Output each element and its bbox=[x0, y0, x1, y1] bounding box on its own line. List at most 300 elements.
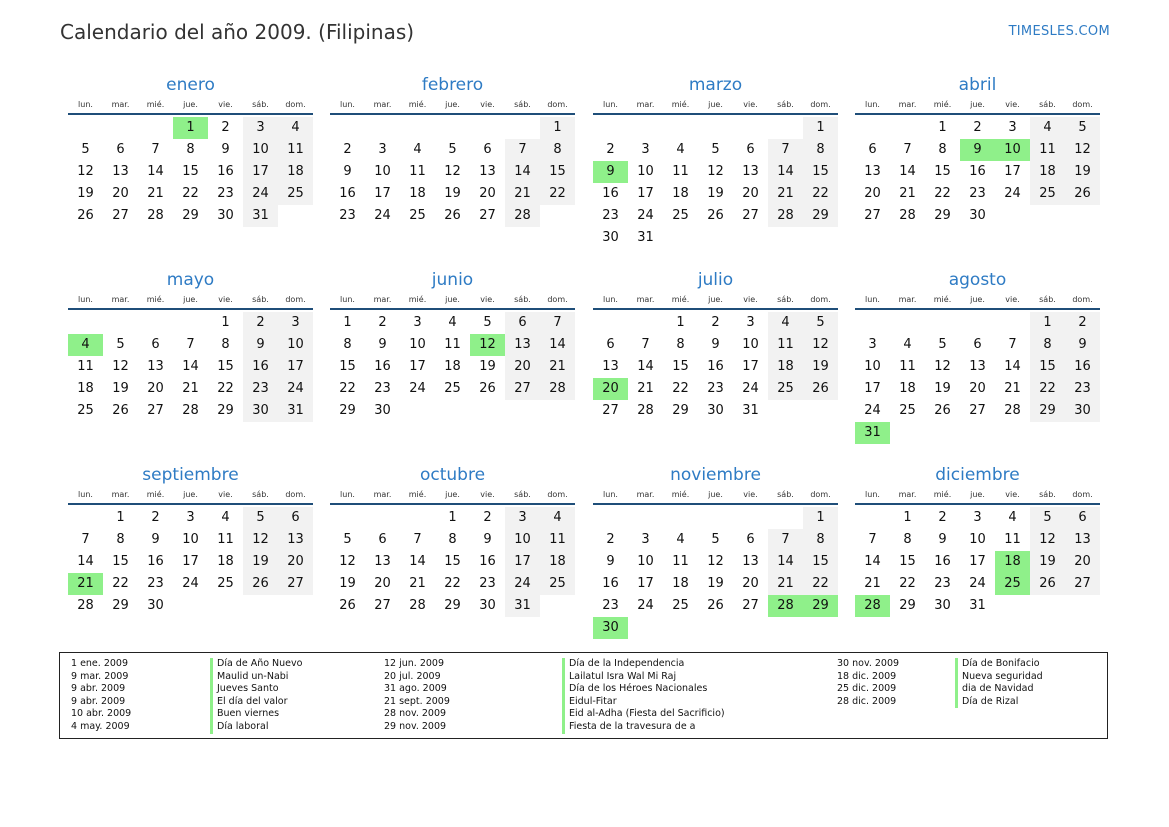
day-cell: 26 bbox=[707, 208, 724, 223]
day-cell: 20 bbox=[969, 381, 986, 396]
day-cell: 13 bbox=[742, 554, 759, 569]
day-cell: 2 bbox=[1065, 312, 1100, 334]
day-cell: 23 bbox=[479, 576, 496, 591]
holiday-day-cell: 18 bbox=[995, 551, 1030, 573]
day-cell: 30 bbox=[707, 403, 724, 418]
month-name: diciembre bbox=[935, 465, 1020, 485]
day-cell: 19 bbox=[707, 186, 724, 201]
day-cell: 5 bbox=[938, 337, 947, 352]
day-cell: 16 bbox=[602, 576, 619, 591]
day-cell: 3 bbox=[868, 337, 877, 352]
day-cell: 1 bbox=[343, 315, 352, 330]
day-cell: 24 bbox=[864, 403, 881, 418]
day-cell: 15 bbox=[803, 161, 838, 183]
weekday-label: lun. bbox=[78, 100, 93, 109]
weekday-label: vie. bbox=[1005, 295, 1020, 304]
holiday-names-column bbox=[562, 658, 725, 734]
day-cell: 4 bbox=[676, 532, 685, 547]
weekday-label: mar. bbox=[111, 490, 130, 499]
holiday-date: 29 nov. 2009 bbox=[384, 720, 447, 732]
day-cell: 4 bbox=[278, 117, 313, 139]
weekday-label: mié. bbox=[408, 100, 427, 109]
day-cell: 3 bbox=[378, 142, 387, 157]
day-cell: 27 bbox=[479, 208, 496, 223]
day-cell: 5 bbox=[81, 142, 90, 157]
month-febrero bbox=[330, 75, 575, 227]
day-cell: 28 bbox=[637, 403, 654, 418]
day-grid bbox=[68, 312, 313, 422]
day-cell: 30 bbox=[217, 208, 234, 223]
day-cell: 16 bbox=[602, 186, 619, 201]
holiday-name: Día de Bonifacio bbox=[955, 658, 1043, 671]
day-cell: 14 bbox=[768, 161, 803, 183]
day-cell: 19 bbox=[112, 381, 129, 396]
day-cell: 3 bbox=[243, 117, 278, 139]
weekday-label: vie. bbox=[218, 100, 233, 109]
day-cell: 29 bbox=[1030, 400, 1065, 422]
empty-cell bbox=[470, 117, 505, 139]
day-cell: 5 bbox=[483, 315, 492, 330]
month-mayo bbox=[68, 270, 313, 422]
day-cell: 15 bbox=[1030, 356, 1065, 378]
day-grid bbox=[855, 117, 1100, 227]
weekday-label: lun. bbox=[865, 100, 880, 109]
day-cell: 7 bbox=[641, 337, 650, 352]
weekday-label: jue. bbox=[445, 100, 460, 109]
weekday-label: jue. bbox=[183, 100, 198, 109]
day-cell: 6 bbox=[483, 142, 492, 157]
day-cell: 3 bbox=[278, 312, 313, 334]
day-cell: 28 bbox=[540, 378, 575, 400]
weekday-label: mié. bbox=[933, 490, 952, 499]
month-junio bbox=[330, 270, 575, 422]
day-cell: 30 bbox=[479, 598, 496, 613]
weekday-label: dom. bbox=[547, 100, 568, 109]
day-grid bbox=[593, 507, 838, 639]
empty-cell bbox=[855, 117, 890, 139]
day-cell: 18 bbox=[278, 161, 313, 183]
day-cell: 3 bbox=[641, 142, 650, 157]
day-cell: 21 bbox=[768, 573, 803, 595]
weekday-label: mar. bbox=[636, 295, 655, 304]
day-cell: 10 bbox=[637, 164, 654, 179]
day-cell: 25 bbox=[278, 183, 313, 205]
holiday-dates-column bbox=[71, 658, 131, 734]
day-cell: 17 bbox=[864, 381, 881, 396]
day-cell: 3 bbox=[641, 532, 650, 547]
holiday-day-cell: 29 bbox=[803, 595, 838, 617]
month-name: agosto bbox=[948, 270, 1007, 290]
day-cell: 29 bbox=[934, 208, 951, 223]
day-cell: 18 bbox=[672, 186, 689, 201]
day-cell: 15 bbox=[182, 164, 199, 179]
empty-cell bbox=[173, 312, 208, 334]
weekday-label: sáb. bbox=[1039, 490, 1056, 499]
weekday-label: lun. bbox=[865, 295, 880, 304]
weekday-label: vie. bbox=[218, 490, 233, 499]
day-cell: 9 bbox=[483, 532, 492, 547]
day-cell: 7 bbox=[768, 139, 803, 161]
day-grid bbox=[68, 117, 313, 227]
day-cell: 1 bbox=[903, 510, 912, 525]
holiday-name: Día de los Héroes Nacionales bbox=[562, 683, 725, 696]
weekday-label: jue. bbox=[183, 295, 198, 304]
empty-cell bbox=[365, 117, 400, 139]
day-cell: 17 bbox=[409, 359, 426, 374]
day-cell: 6 bbox=[868, 142, 877, 157]
day-cell: 6 bbox=[606, 337, 615, 352]
weekday-label: sáb. bbox=[1039, 295, 1056, 304]
day-cell: 29 bbox=[444, 598, 461, 613]
empty-cell bbox=[698, 117, 733, 139]
day-grid bbox=[855, 507, 1100, 617]
day-cell: 15 bbox=[899, 554, 916, 569]
weekday-label: dom. bbox=[285, 100, 306, 109]
day-cell: 13 bbox=[1065, 529, 1100, 551]
day-cell: 6 bbox=[151, 337, 160, 352]
holiday-name: Jueves Santo bbox=[210, 683, 302, 696]
day-cell: 27 bbox=[864, 208, 881, 223]
day-cell: 22 bbox=[339, 381, 356, 396]
weekday-label: lun. bbox=[340, 100, 355, 109]
holiday-name: Maulid un-Nabi bbox=[210, 671, 302, 684]
weekday-label: lun. bbox=[78, 295, 93, 304]
weekday-header bbox=[68, 97, 313, 115]
weekday-label: mié. bbox=[933, 100, 952, 109]
holiday-name: El día del valor bbox=[210, 696, 302, 709]
day-cell: 28 bbox=[899, 208, 916, 223]
day-cell: 30 bbox=[147, 598, 164, 613]
holiday-date: 28 nov. 2009 bbox=[384, 708, 447, 720]
day-cell: 15 bbox=[339, 359, 356, 374]
holiday-name: Día laboral bbox=[210, 721, 302, 734]
day-cell: 4 bbox=[540, 507, 575, 529]
day-cell: 19 bbox=[707, 576, 724, 591]
day-cell: 24 bbox=[409, 381, 426, 396]
day-cell: 6 bbox=[1065, 507, 1100, 529]
weekday-label: mar. bbox=[373, 490, 392, 499]
day-cell: 13 bbox=[278, 529, 313, 551]
day-cell: 22 bbox=[934, 186, 951, 201]
day-cell: 8 bbox=[221, 337, 230, 352]
day-cell: 17 bbox=[374, 186, 391, 201]
weekday-label: mié. bbox=[146, 295, 165, 304]
weekday-header bbox=[855, 487, 1100, 505]
day-cell: 4 bbox=[413, 142, 422, 157]
empty-cell bbox=[960, 312, 995, 334]
day-cell: 22 bbox=[112, 576, 129, 591]
day-cell: 9 bbox=[378, 337, 387, 352]
weekday-label: lun. bbox=[340, 295, 355, 304]
day-cell: 15 bbox=[112, 554, 129, 569]
day-cell: 1 bbox=[803, 117, 838, 139]
day-cell: 26 bbox=[339, 598, 356, 613]
day-cell: 12 bbox=[707, 164, 724, 179]
month-abril bbox=[855, 75, 1100, 227]
day-cell: 26 bbox=[934, 403, 951, 418]
holiday-dates-column bbox=[837, 658, 899, 708]
holiday-name: dia de Navidad bbox=[955, 683, 1043, 696]
day-cell: 8 bbox=[540, 139, 575, 161]
day-cell: 19 bbox=[243, 551, 278, 573]
day-cell: 7 bbox=[81, 532, 90, 547]
day-cell: 7 bbox=[1008, 337, 1017, 352]
month-name: marzo bbox=[688, 75, 743, 95]
day-cell: 24 bbox=[243, 183, 278, 205]
day-cell: 9 bbox=[606, 554, 615, 569]
day-cell: 10 bbox=[637, 554, 654, 569]
holiday-date: 21 sept. 2009 bbox=[384, 695, 450, 707]
day-cell: 11 bbox=[217, 532, 234, 547]
weekday-label: lun. bbox=[603, 490, 618, 499]
day-cell: 30 bbox=[969, 208, 986, 223]
day-cell: 28 bbox=[182, 403, 199, 418]
holiday-name: Eidul-Fitar bbox=[562, 696, 725, 709]
day-cell: 8 bbox=[1030, 334, 1065, 356]
day-cell: 25 bbox=[672, 598, 689, 613]
day-cell: 7 bbox=[540, 312, 575, 334]
empty-cell bbox=[855, 312, 890, 334]
holiday-names-column bbox=[955, 658, 1043, 708]
day-cell: 22 bbox=[182, 186, 199, 201]
weekday-label: vie. bbox=[480, 490, 495, 499]
day-cell: 27 bbox=[505, 378, 540, 400]
weekday-label: dom. bbox=[1072, 295, 1093, 304]
holiday-date: 30 nov. 2009 bbox=[837, 658, 900, 669]
weekday-label: vie. bbox=[480, 100, 495, 109]
day-cell: 2 bbox=[606, 532, 615, 547]
empty-cell bbox=[995, 312, 1030, 334]
weekday-label: sáb. bbox=[514, 100, 531, 109]
day-cell: 16 bbox=[339, 186, 356, 201]
day-cell: 24 bbox=[742, 381, 759, 396]
day-cell: 21 bbox=[637, 381, 654, 396]
day-cell: 14 bbox=[1004, 359, 1021, 374]
weekday-label: vie. bbox=[1005, 100, 1020, 109]
weekday-header bbox=[330, 97, 575, 115]
month-name: julio bbox=[697, 270, 734, 290]
day-cell: 10 bbox=[243, 139, 278, 161]
day-cell: 28 bbox=[768, 205, 803, 227]
day-cell: 19 bbox=[479, 359, 496, 374]
weekday-label: mié. bbox=[933, 295, 952, 304]
day-cell: 16 bbox=[969, 164, 986, 179]
day-cell: 29 bbox=[803, 205, 838, 227]
day-cell: 19 bbox=[444, 186, 461, 201]
day-cell: 6 bbox=[116, 142, 125, 157]
holiday-name: Nueva seguridad bbox=[955, 671, 1043, 684]
day-cell: 6 bbox=[746, 142, 755, 157]
day-cell: 31 bbox=[969, 598, 986, 613]
day-cell: 22 bbox=[803, 183, 838, 205]
day-cell: 9 bbox=[221, 142, 230, 157]
day-cell: 9 bbox=[711, 337, 720, 352]
day-cell: 8 bbox=[803, 529, 838, 551]
day-cell: 27 bbox=[147, 403, 164, 418]
weekday-header bbox=[593, 97, 838, 115]
day-cell: 10 bbox=[182, 532, 199, 547]
day-cell: 11 bbox=[899, 359, 916, 374]
day-cell: 21 bbox=[409, 576, 426, 591]
weekday-label: mié. bbox=[671, 490, 690, 499]
day-cell: 5 bbox=[1030, 507, 1065, 529]
day-cell: 7 bbox=[151, 142, 160, 157]
day-cell: 26 bbox=[707, 598, 724, 613]
holiday-name: Buen viernes bbox=[210, 708, 302, 721]
day-cell: 1 bbox=[540, 117, 575, 139]
holiday-name: Día de Año Nuevo bbox=[210, 658, 302, 671]
day-cell: 8 bbox=[676, 337, 685, 352]
weekday-label: lun. bbox=[340, 490, 355, 499]
day-cell: 27 bbox=[602, 403, 619, 418]
day-cell: 10 bbox=[409, 337, 426, 352]
day-cell: 15 bbox=[444, 554, 461, 569]
holiday-day-cell: 10 bbox=[995, 139, 1030, 161]
day-cell: 20 bbox=[374, 576, 391, 591]
empty-cell bbox=[663, 117, 698, 139]
holiday-date: 20 jul. 2009 bbox=[384, 670, 441, 682]
day-cell: 26 bbox=[1030, 573, 1065, 595]
weekday-label: dom. bbox=[810, 100, 831, 109]
day-cell: 4 bbox=[768, 312, 803, 334]
empty-cell bbox=[365, 507, 400, 529]
day-cell: 12 bbox=[243, 529, 278, 551]
day-cell: 17 bbox=[742, 359, 759, 374]
day-cell: 21 bbox=[1004, 381, 1021, 396]
weekday-label: mié. bbox=[146, 490, 165, 499]
day-cell: 21 bbox=[505, 183, 540, 205]
empty-cell bbox=[925, 312, 960, 334]
weekday-label: mar. bbox=[111, 100, 130, 109]
day-cell: 14 bbox=[505, 161, 540, 183]
day-cell: 7 bbox=[768, 529, 803, 551]
day-cell: 13 bbox=[602, 359, 619, 374]
day-cell: 12 bbox=[1065, 139, 1100, 161]
day-cell: 16 bbox=[147, 554, 164, 569]
day-cell: 12 bbox=[339, 554, 356, 569]
empty-cell bbox=[593, 117, 628, 139]
day-cell: 12 bbox=[444, 164, 461, 179]
holiday-day-cell: 9 bbox=[960, 139, 995, 161]
day-cell: 15 bbox=[803, 551, 838, 573]
day-cell: 20 bbox=[864, 186, 881, 201]
day-cell: 24 bbox=[637, 208, 654, 223]
holiday-date: 28 dic. 2009 bbox=[837, 695, 897, 707]
day-cell: 10 bbox=[742, 337, 759, 352]
day-cell: 23 bbox=[602, 208, 619, 223]
day-cell: 24 bbox=[374, 208, 391, 223]
day-cell: 12 bbox=[77, 164, 94, 179]
empty-cell bbox=[593, 507, 628, 529]
holiday-date: 1 ene. 2009 bbox=[71, 658, 128, 669]
day-cell: 4 bbox=[903, 337, 912, 352]
day-cell: 6 bbox=[505, 312, 540, 334]
weekday-label: lun. bbox=[865, 490, 880, 499]
day-cell: 28 bbox=[77, 598, 94, 613]
day-cell: 2 bbox=[711, 315, 720, 330]
day-cell: 24 bbox=[637, 598, 654, 613]
day-cell: 22 bbox=[1030, 378, 1065, 400]
day-cell: 13 bbox=[479, 164, 496, 179]
day-cell: 4 bbox=[1008, 510, 1017, 525]
day-cell: 16 bbox=[374, 359, 391, 374]
day-cell: 23 bbox=[243, 378, 278, 400]
brand-link[interactable]: TIMESLES.COM bbox=[1008, 24, 1110, 39]
day-cell: 26 bbox=[479, 381, 496, 396]
empty-cell bbox=[138, 312, 173, 334]
day-cell: 4 bbox=[1030, 117, 1065, 139]
day-cell: 7 bbox=[505, 139, 540, 161]
day-cell: 31 bbox=[505, 595, 540, 617]
day-cell: 24 bbox=[969, 576, 986, 591]
day-cell: 3 bbox=[413, 315, 422, 330]
holiday-date: 25 dic. 2009 bbox=[837, 683, 897, 695]
day-cell: 13 bbox=[864, 164, 881, 179]
month-name: mayo bbox=[166, 270, 215, 290]
day-cell: 31 bbox=[742, 403, 759, 418]
day-cell: 23 bbox=[374, 381, 391, 396]
empty-cell bbox=[400, 117, 435, 139]
day-cell: 11 bbox=[1004, 532, 1021, 547]
holiday-date: 31 ago. 2009 bbox=[384, 683, 447, 695]
day-cell: 23 bbox=[147, 576, 164, 591]
day-cell: 16 bbox=[479, 554, 496, 569]
day-grid bbox=[330, 312, 575, 422]
day-cell: 18 bbox=[217, 554, 234, 569]
day-cell: 3 bbox=[973, 510, 982, 525]
day-cell: 20 bbox=[112, 186, 129, 201]
day-grid bbox=[593, 117, 838, 249]
empty-cell bbox=[733, 507, 768, 529]
day-cell: 13 bbox=[742, 164, 759, 179]
day-cell: 21 bbox=[182, 381, 199, 396]
day-cell: 2 bbox=[973, 120, 982, 135]
empty-cell bbox=[138, 117, 173, 139]
day-cell: 6 bbox=[746, 532, 755, 547]
day-cell: 18 bbox=[1030, 161, 1065, 183]
empty-cell bbox=[330, 507, 365, 529]
weekday-header bbox=[68, 487, 313, 505]
day-cell: 13 bbox=[112, 164, 129, 179]
day-cell: 11 bbox=[672, 554, 689, 569]
empty-cell bbox=[768, 117, 803, 139]
day-cell: 24 bbox=[182, 576, 199, 591]
weekday-label: dom. bbox=[547, 490, 568, 499]
day-cell: 25 bbox=[217, 576, 234, 591]
day-cell: 3 bbox=[746, 315, 755, 330]
day-cell: 14 bbox=[147, 164, 164, 179]
day-cell: 9 bbox=[1065, 334, 1100, 356]
day-cell: 17 bbox=[505, 551, 540, 573]
weekday-label: sáb. bbox=[777, 100, 794, 109]
day-cell: 26 bbox=[444, 208, 461, 223]
day-cell: 20 bbox=[742, 576, 759, 591]
day-cell: 23 bbox=[602, 598, 619, 613]
page-title: Calendario del año 2009. (Filipinas) bbox=[60, 20, 415, 44]
day-cell: 8 bbox=[186, 142, 195, 157]
weekday-label: vie. bbox=[218, 295, 233, 304]
day-cell: 19 bbox=[77, 186, 94, 201]
weekday-label: sáb. bbox=[777, 295, 794, 304]
weekday-label: jue. bbox=[970, 295, 985, 304]
day-cell: 31 bbox=[278, 400, 313, 422]
day-cell: 1 bbox=[448, 510, 457, 525]
empty-cell bbox=[103, 312, 138, 334]
day-cell: 13 bbox=[147, 359, 164, 374]
month-diciembre bbox=[855, 465, 1100, 617]
weekday-label: jue. bbox=[183, 490, 198, 499]
day-cell: 27 bbox=[742, 598, 759, 613]
